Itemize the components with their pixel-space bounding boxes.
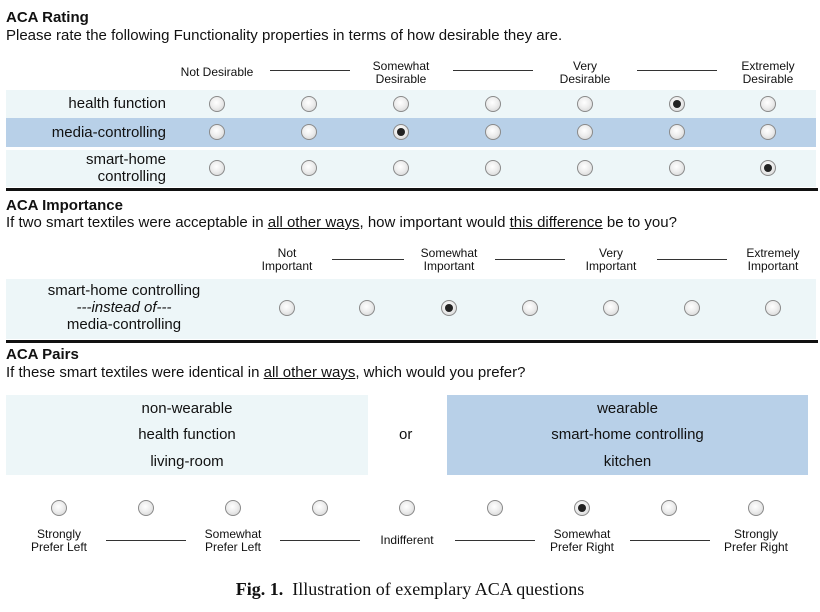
pairs-description: If these smart textiles were identical in all other ways, which would you prefer? (6, 364, 526, 381)
rating-radio-option[interactable] (301, 96, 317, 112)
rating-radio-option[interactable] (669, 160, 685, 176)
importance-scale-label-4: Extremely Important (746, 246, 800, 273)
rating-radio-option[interactable] (301, 124, 317, 140)
rating-radio-option[interactable] (760, 96, 776, 112)
scale-divider (637, 70, 717, 71)
rating-radio-option[interactable] (485, 160, 501, 176)
rating-radio-option[interactable] (209, 160, 225, 176)
section-divider (6, 340, 818, 343)
pairs-scale-label-5: Strongly Prefer Right (723, 527, 789, 554)
importance-radio-option[interactable] (765, 300, 781, 316)
pairs-radio-option[interactable] (661, 500, 677, 516)
pair-or-label: or (399, 426, 413, 443)
rating-scale-label-3: Very Desirable (559, 59, 611, 86)
rating-radio-option[interactable] (669, 96, 685, 112)
pairs-radio-option[interactable] (748, 500, 764, 516)
pairs-scale-label-1: Strongly Prefer Left (30, 527, 88, 554)
pairs-scale-label-2: Somewhat Prefer Left (204, 527, 262, 554)
pair-right-attribute: kitchen (603, 453, 652, 470)
pair-left-attribute: non-wearable (141, 400, 233, 417)
rating-radio-option[interactable] (577, 96, 593, 112)
importance-scale-label-1: Not Important (261, 246, 313, 273)
pairs-radio-option[interactable] (574, 500, 590, 516)
rating-title: ACA Rating (6, 9, 89, 26)
rating-row-label: media-controlling (51, 124, 166, 141)
pairs-radio-option[interactable] (225, 500, 241, 516)
importance-row-label: smart-home controlling ---instead of--- media-controlling (47, 282, 201, 333)
rating-radio-option[interactable] (669, 124, 685, 140)
scale-divider (630, 540, 710, 541)
scale-divider (280, 540, 360, 541)
pairs-scale-label-4: Somewhat Prefer Right (549, 527, 615, 554)
importance-radio-option[interactable] (522, 300, 538, 316)
importance-radio-option[interactable] (684, 300, 700, 316)
rating-row-label: smart-home controlling (85, 151, 166, 185)
rating-radio-option[interactable] (393, 160, 409, 176)
rating-radio-option[interactable] (760, 160, 776, 176)
scale-divider (495, 259, 565, 260)
scale-divider (332, 259, 404, 260)
rating-row-label: health function (68, 95, 166, 112)
importance-title: ACA Importance (6, 197, 123, 214)
rating-radio-option[interactable] (301, 160, 317, 176)
pair-left-attribute: health function (138, 426, 236, 443)
pair-left-attribute: living-room (150, 453, 224, 470)
importance-radio-option[interactable] (279, 300, 295, 316)
rating-radio-option[interactable] (577, 160, 593, 176)
pair-right-attribute: smart-home controlling (551, 426, 704, 443)
importance-description: If two smart textiles were acceptable in all other ways, how important would this difference be to you? (6, 214, 677, 231)
pairs-scale-label-3: Indifferent (380, 533, 434, 547)
rating-radio-option[interactable] (760, 124, 776, 140)
rating-radio-option[interactable] (485, 96, 501, 112)
rating-radio-option[interactable] (393, 124, 409, 140)
rating-radio-option[interactable] (485, 124, 501, 140)
rating-scale-label-1: Not Desirable (180, 65, 254, 79)
rating-scale-label-2: Somewhat Desirable (372, 59, 430, 86)
section-divider (6, 188, 818, 191)
rating-radio-option[interactable] (393, 96, 409, 112)
pairs-title: ACA Pairs (6, 346, 79, 363)
scale-divider (455, 540, 535, 541)
importance-radio-option[interactable] (603, 300, 619, 316)
rating-scale-label-4: Extremely Desirable (741, 59, 795, 86)
scale-divider (657, 259, 727, 260)
importance-radio-option[interactable] (359, 300, 375, 316)
rating-radio-option[interactable] (209, 124, 225, 140)
pair-right-attribute: wearable (597, 400, 658, 417)
rating-description: Please rate the following Functionality properties in terms of how desirable they are. (6, 27, 563, 44)
scale-divider (453, 70, 533, 71)
rating-radio-option[interactable] (577, 124, 593, 140)
importance-scale-label-3: Very Important (585, 246, 637, 273)
pairs-radio-option[interactable] (487, 500, 503, 516)
pairs-radio-option[interactable] (399, 500, 415, 516)
pairs-radio-option[interactable] (138, 500, 154, 516)
pair-left-option[interactable] (6, 395, 368, 475)
pair-right-option[interactable] (447, 395, 808, 475)
scale-divider (270, 70, 350, 71)
scale-divider (106, 540, 186, 541)
rating-radio-option[interactable] (209, 96, 225, 112)
importance-scale-label-2: Somewhat Important (420, 246, 478, 273)
importance-radio-option[interactable] (441, 300, 457, 316)
figure-caption: Fig. 1. Illustration of exemplary ACA questions (235, 579, 585, 599)
pairs-radio-option[interactable] (312, 500, 328, 516)
pairs-radio-option[interactable] (51, 500, 67, 516)
